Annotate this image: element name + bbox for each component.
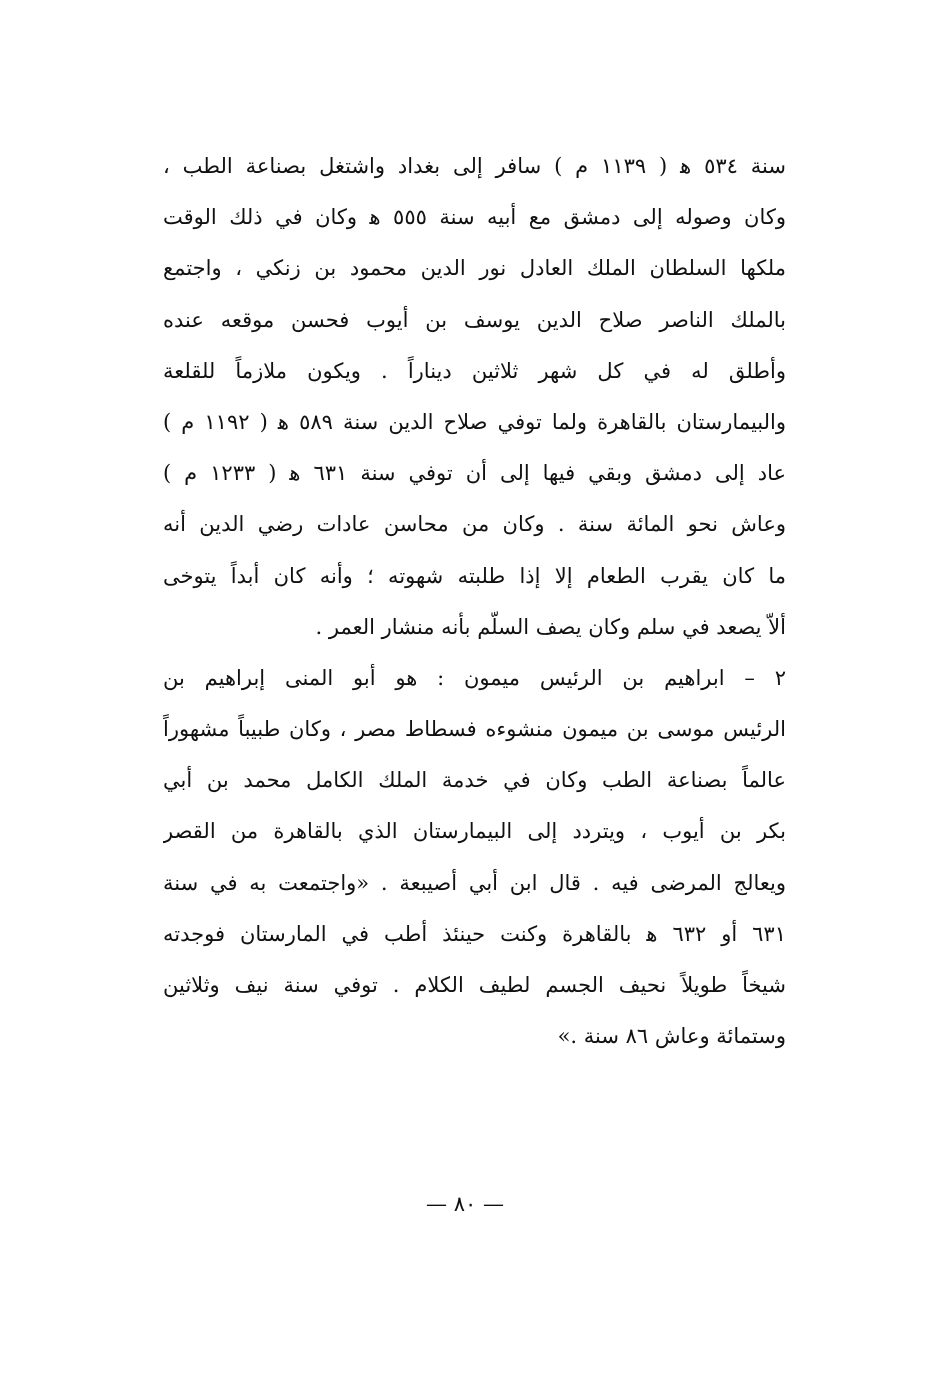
text-line: وأطلق له في كل شهر ثلاثين ديناراً . ويكون ملازماً للقلعة [163, 358, 786, 383]
text-line: والبيمارستان بالقاهرة ولما توفي صلاح الدين سنة ٥٨٩ ﻫ ( ١١٩٢ م ) [163, 409, 786, 434]
text-line: بالملك الناصر صلاح الدين يوسف بن أيوب فحسن موقعه عنده [163, 307, 786, 332]
text-line: ما كان يقرب الطعام إلا إذا طلبته شهوته ؛ وأنه كان أبداً يتوخى [163, 563, 786, 588]
text-line: عالماً بصناعة الطب وكان في خدمة الملك الكامل محمد بن أبي [163, 768, 786, 793]
text-line: وعاش نحو المائة سنة . وكان من محاسن عادات رضي الدين أنه [163, 512, 786, 537]
text-line: عاد إلى دمشق وبقي فيها إلى أن توفي سنة ٦٣١ ﻫ ( ١٢٣٣ م ) [163, 461, 786, 486]
page-number: — ٨٠ — [426, 1192, 504, 1216]
body-text [163, 141, 786, 1062]
text-line: ويعالج المرضى فيه . قال ابن أبي أصيبعة . «واجتمعت به في سنة [163, 870, 786, 895]
text-line: وستمائة وعاش ٨٦ سنة .» [557, 1024, 786, 1049]
entry-heading-line: ٢ – ابراهيم بن الرئيس ميمون : هو أبو المنى إبراهيم بن [163, 665, 786, 690]
text-line: وكان وصوله إلى دمشق مع أبيه سنة ٥٥٥ ﻫ وكان في ذلك الوقت [163, 205, 786, 230]
text-line: ملكها السلطان الملك العادل نور الدين محمود بن زنكي ، واجتمع [163, 256, 786, 281]
text-line: بكر بن أيوب ، ويتردد إلى البيمارستان الذي بالقاهرة من القصر [163, 819, 786, 844]
text-line: ٦٣١ أو ٦٣٢ ﻫ بالقاهرة وكنت حينئذ أطب في المارستان فوجدته [163, 921, 786, 946]
text-line: شيخاً طويلاً نحيف الجسم لطيف الكلام . توفي سنة نيف وثلاثين [163, 973, 786, 997]
text-line: سنة ٥٣٤ ﻫ ( ١١٣٩ م ) سافر إلى بغداد واشتغل بصناعة الطب ، [163, 154, 786, 178]
text-line: الرئيس موسى بن ميمون منشوءه فسطاط مصر ، وكان طبيباً مشهوراً [163, 717, 786, 742]
text-line: ألاّ يصعد في سلم وكان يصف السلّم بأنه منشار العمر . [315, 614, 786, 639]
